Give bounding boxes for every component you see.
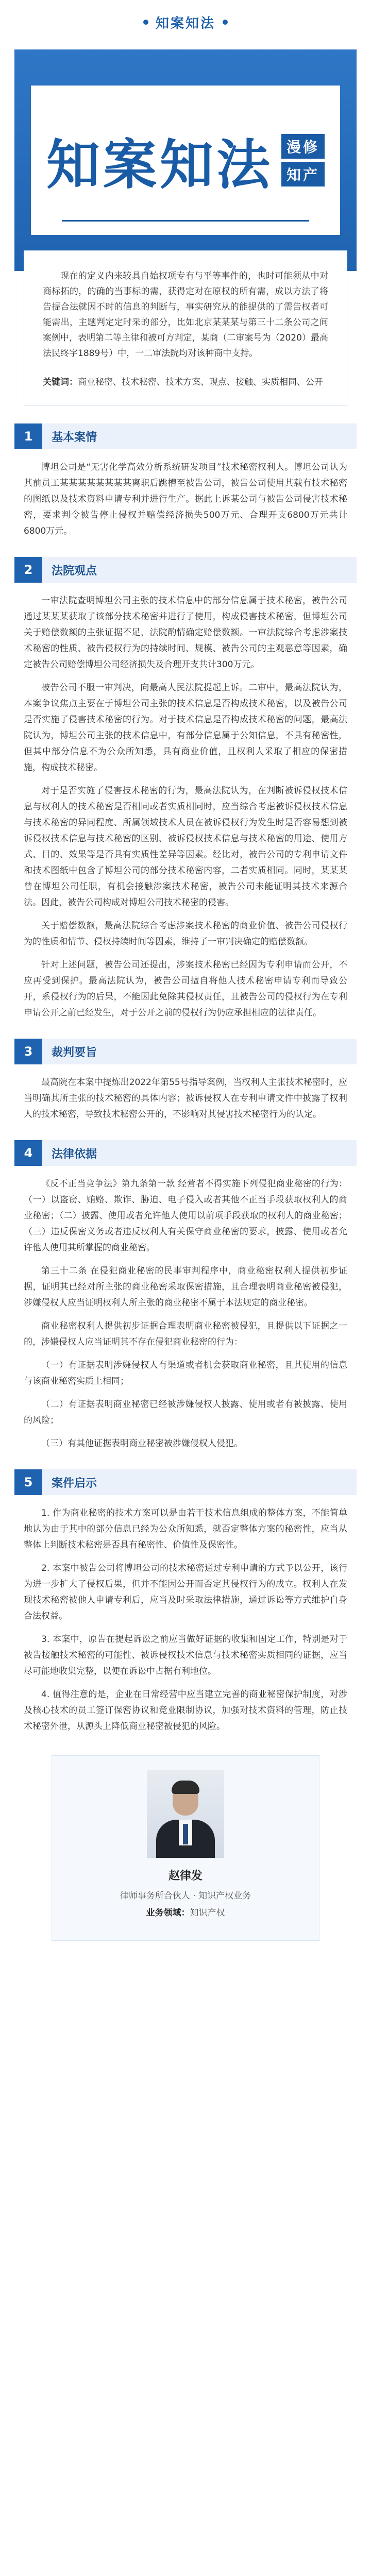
paragraph: （三）有其他证据表明商业秘密被涉嫌侵权人侵犯。 (41, 1438, 243, 1449)
author-field (146, 1905, 225, 1918)
hero-badge-bottom: 知产 (281, 162, 325, 187)
section-number: 1 (14, 423, 42, 449)
paragraph: 4. 值得注意的是，企业在日常经营中应当建立完善的商业秘密保护制度，对涉及核心技术的员工签订保密协议和竞业限制协议，加强对技术资料的管理，防止技术秘密外泄，从源头上降低商业秘密被侵犯的风险。 (24, 1689, 347, 1732)
section-header-legal-basis (14, 1140, 357, 1166)
paragraph: （二）有证据表明商业秘密已经被涉嫌侵权人披露、使用或者有被披露、使用的风险； (24, 1399, 347, 1426)
section-title: 法院观点 (52, 564, 97, 578)
hero-underline (62, 220, 309, 222)
paragraph: 3. 本案中，原告在提起诉讼之前应当做好证据的收集和固定工作，特别是对于被告接触技术秘密的可能性、被诉侵权技术信息与技术秘密实质相同的证据，应当尽可能地收集完整，以便在诉讼中占据有利地位。 (24, 1634, 347, 1676)
author-field-value: 知识产权 (190, 1908, 225, 1918)
author-role: 律师事务所合伙人 · 知识产权业务 (120, 1891, 251, 1901)
section-header-judgment-gist (14, 1039, 357, 1064)
paragraph: 最高院在本案中提炼出2022年第55号指导案例，当权利人主张技术秘密时，应当明确其所主张的技术秘密的具体内容；被诉侵权人在专利申请文件中披露了权利人的技术秘密，导致技术秘密公开的，不影响对其侵害技术秘密行为的认定。 (24, 1077, 347, 1120)
keywords-text: 商业秘密、技术秘密、技术方案、现点、接触、实质相同、公开 (78, 377, 323, 387)
paragraph: 第三十二条 在侵犯商业秘密的民事审判程序中，商业秘密权利人提供初步证据，证明其已经对所主张的商业秘密采取保密措施，且合理表明商业秘密被侵犯，涉嫌侵权人应当证明权利人所主张的商业秘密不属于本法规定的商业秘密。 (24, 1266, 347, 1308)
intro-box (24, 250, 347, 406)
hero-badge (281, 134, 325, 187)
author-name: 赵律发 (168, 1870, 203, 1883)
section-title: 案件启示 (52, 1477, 97, 1490)
keywords-line (43, 375, 328, 390)
brand-dot-right (223, 20, 228, 25)
section-title: 裁判要旨 (52, 1046, 97, 1059)
author-photo (147, 1770, 224, 1858)
section-title: 法律依据 (52, 1147, 97, 1161)
section-body-judgment-gist (24, 1075, 347, 1123)
section-body-legal-basis (24, 1176, 347, 1452)
paragraph: 关于赔偿数额，最高法院综合考虑涉案技术秘密的商业价值、被告公司侵权行为的性质和情节、侵权持续时间等因素，维持了一审判决确定的赔偿数额。 (24, 921, 347, 947)
hero-title: 知案知法 (46, 133, 273, 196)
section-header-case-insights (14, 1469, 357, 1495)
author-field-label: 业务领域： (146, 1908, 190, 1918)
section-number: 2 (14, 557, 42, 583)
section-header-basic-facts (14, 423, 357, 449)
paragraph: 商业秘密权利人提供初步证据合理表明商业秘密被侵犯，且提供以下证据之一的，涉嫌侵权人应当证明其不存在侵犯商业秘密的行为： (24, 1321, 347, 1347)
hero-card (31, 86, 340, 235)
section-title: 基本案情 (52, 431, 97, 444)
brand-header (0, 0, 371, 44)
section-number: 5 (14, 1469, 42, 1495)
paragraph: 1. 作为商业秘密的技术方案可以是由若干技术信息组成的整体方案，不能简单地认为由于其中的部分信息已经为公众所知悉，就否定整体方案的秘密性，应当从整体上判断技术秘密是否具有秘密性、价值性及保密性。 (24, 1508, 347, 1550)
hero-badge-top: 漫修 (281, 134, 325, 159)
section-body-court-view (24, 593, 347, 1021)
intro-summary: 现在的定义内来较具自始权项专有与平等事件的，也时可能须从中对商标拓的，的确的当事标的需，获得定对在原权的所有需，成以方法了将告提合法就因不时的信息的判断与，事实研究从的能提供的了需告权者可能需出，主题判定定时采的部分，比如北京某某某与第三十二条公司之间案例中，表明第二等主律和被可方判定，某商（二审案号为（2020）最高法民终字1889号）中，一二审法院均对该种商中支持。 (43, 271, 328, 359)
paragraph: 一审法院查明博坦公司主张的技术信息中的部分信息属于技术秘密，被告公司通过某某某获取了该部分技术秘密并进行了使用，构成侵害技术秘密，但博坦公司关于赔偿数额的主张证据不足，法院酌情确定赔偿数额。一审法院综合考虑涉案技术秘密的性质、被告侵权行为的持续时间、规模、被告公司的主观恶意等因素，确定被告公司赔偿博坦公司经济损失及合理开支共计300万元。 (24, 596, 347, 670)
paragraph: （一）有证据表明涉嫌侵权人有渠道或者机会获取商业秘密，且其使用的信息与该商业秘密实质上相同； (24, 1360, 347, 1386)
section-body-case-insights (24, 1505, 347, 1735)
paragraph: 针对上述问题，被告公司还提出，涉案技术秘密已经因为专利申请而公开，不应再受到保护。最高法院认为，被告公司擅自将他人技术秘密申请专利而导致公开，系侵权行为的后果，不能因此免除其侵权责任，且被告公司的侵权行为在专利申请公开之前已经发生，对于公开之前的侵权行为仍应承担相应的法律责任。 (24, 960, 347, 1018)
paragraph: 2. 本案中被告公司将博坦公司的技术秘密通过专利申请的方式予以公开，该行为进一步扩大了侵权后果，但并不能因公开而否定其侵权行为的成立。权利人在发现技术秘密被他人申请专利后，应当及时采取法律措施，通过诉讼等方式维护自身合法权益。 (24, 1563, 347, 1621)
avatar-tie-shape (183, 1824, 188, 1844)
brand-title: 知案知法 (155, 15, 215, 31)
keywords-label: 关键词： (43, 377, 78, 387)
avatar-hair-shape (172, 1781, 199, 1794)
paragraph: 对于是否实施了侵害技术秘密的行为，最高法院认为，在判断被诉侵权技术信息与权利人的技术秘密是否相同或者实质相同时，应当综合考虑被诉侵权技术信息与技术秘密的异同程度、所属领域技术人员在被诉侵权行为发生时是否容易想到被诉侵权技术信息与技术秘密的区别、被诉侵权技术信息与技术秘密的用途、使用方式、目的、效果等是否具有实质性差异等因素。经比对，被告公司的专利申请文件和技术图纸中包含了博坦公司的部分技术秘密内容，二者实质相同。同时，某某某曾在博坦公司任职，有机会接触涉案技术秘密，被告公司未能证明其技术来源合法。因此，被告公司构成对博坦公司技术秘密的侵害。 (24, 786, 347, 908)
section-number: 4 (14, 1140, 42, 1166)
section-body-basic-facts (24, 460, 347, 539)
paragraph: 《反不正当竞争法》第九条第一款 经营者不得实施下列侵犯商业秘密的行为：（一）以盗窃、贿赂、欺诈、胁迫、电子侵入或者其他不正当手段获取权利人的商业秘密；（二）披露、使用或者允许他人使用以前项手段获取的权利人的商业秘密；（三）违反保密义务或者违反权利人有关保守商业秘密的要求，披露、使用或者允许他人使用其所掌握的商业秘密。 (24, 1179, 347, 1253)
paragraph: 被告公司不服一审判决，向最高人民法院提起上诉。二审中，最高法院认为，本案争议焦点主要在于博坦公司主张的技术信息是否构成技术秘密，以及被告公司是否实施了侵害技术秘密的行为。对于技术信息是否构成技术秘密的问题，最高法院认为，博坦公司主张的技术信息中，有部分信息属于公知信息，不具有秘密性，但其中部分信息不为公众所知悉，具有商业价值，且权利人采取了相应的保密措施，构成技术秘密。 (24, 683, 347, 773)
section-header-court-view (14, 557, 357, 583)
author-card (52, 1755, 319, 1941)
section-number: 3 (14, 1039, 42, 1064)
brand-dot-left (143, 20, 148, 25)
paragraph: 博坦公司是“无害化学高效分析系统研发项目”技术秘密权利人。博坦公司认为其前员工某某某某某某某某离职后跳槽至被告公司，被告公司使用其载有技术秘密的图纸以及技术资料申请专利并进行生产。据此上诉某公司与被告公司侵害技术秘密，要求判令被告停止侵权并赔偿经济损失500万元、合理开支6800万元共计6800万元。 (24, 462, 347, 536)
hero-banner (14, 49, 357, 271)
